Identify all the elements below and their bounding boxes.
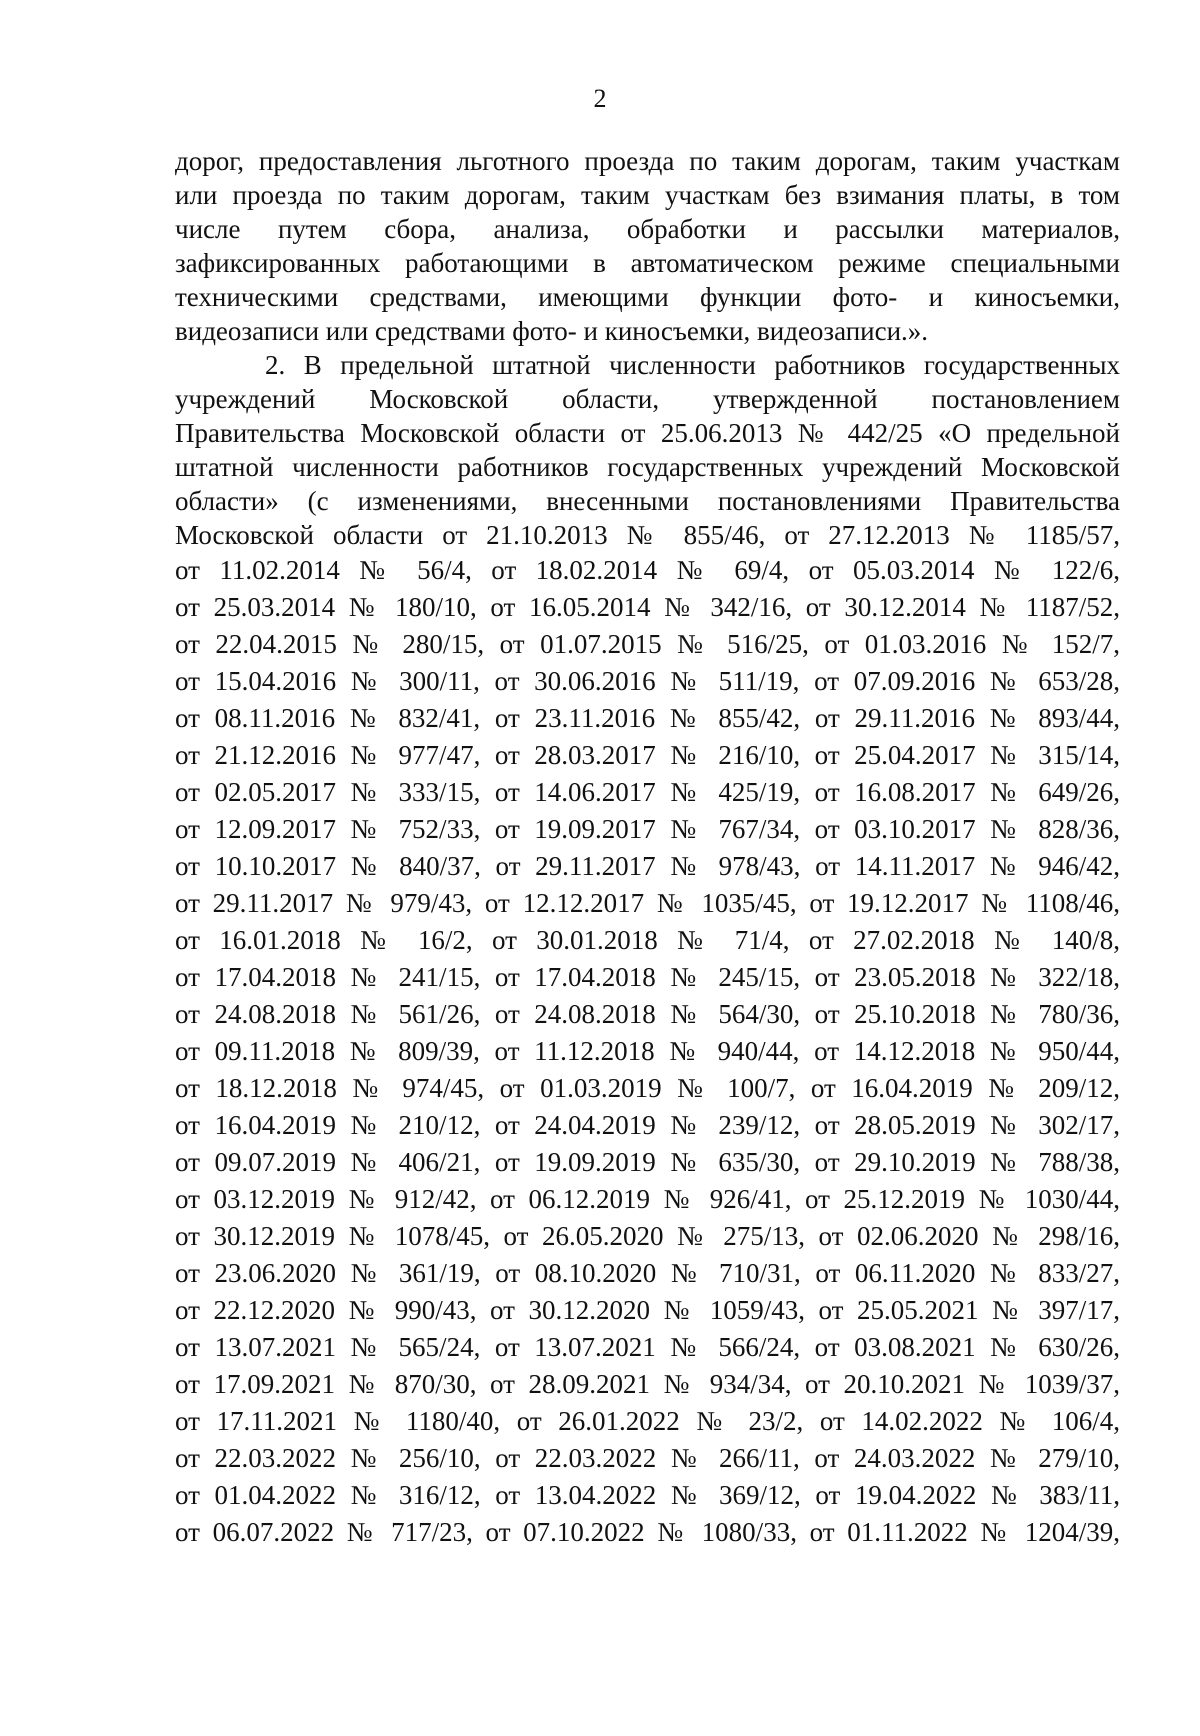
paragraph-2-line: от 30.12.2019 № 1078/45, от 26.05.2020 № 275/13, от 02.06.2020 № 298/16, [175, 1221, 1120, 1251]
paragraph-1-line: зафиксированных работающими в автоматическом режиме специальными [175, 248, 1120, 278]
paragraph-2-line: от 10.10.2017 № 840/37, от 29.11.2017 № 978/43, от 14.11.2017 № 946/42, [175, 851, 1120, 881]
paragraph-2-line: области» (с изменениями, внесенными постановлениями Правительства [175, 486, 1120, 516]
paragraph-2-line: от 15.04.2016 № 300/11, от 30.06.2016 № 511/19, от 07.09.2016 № 653/28, [175, 666, 1120, 696]
paragraph-1-line: видеозаписи или средствами фото- и киносъемки, видеозаписи.». [175, 316, 929, 346]
document-body [175, 144, 1120, 1736]
paragraph-1-line: техническими средствами, имеющими функции фото- и киносъемки, [175, 282, 1120, 312]
paragraph-2-line: от 06.07.2022 № 717/23, от 07.10.2022 № 1080/33, от 01.11.2022 № 1204/39, [175, 1517, 1120, 1547]
paragraph-2-line: от 24.08.2018 № 561/26, от 24.08.2018 № 564/30, от 25.10.2018 № 780/36, [175, 999, 1120, 1029]
page-number: 2 [593, 84, 607, 113]
paragraph-2-line [175, 1551, 1120, 1588]
paragraph-2-line [175, 1699, 1120, 1736]
paragraph-2-line: от 22.03.2022 № 256/10, от 22.03.2022 № 266/11, от 24.03.2022 № 279/10, [175, 1443, 1120, 1473]
paragraph-2-line: Московской области от 21.10.2013 № 855/46, от 27.12.2013 № 1185/57, [175, 520, 1120, 550]
paragraph-2-line: от 16.01.2018 № 16/2, от 30.01.2018 № 71/4, от 27.02.2018 № 140/8, [175, 925, 1120, 955]
paragraph-2-line: от 03.12.2019 № 912/42, от 06.12.2019 № 926/41, от 25.12.2019 № 1030/44, [175, 1184, 1120, 1214]
paragraph-2-line: учреждений Московской области, утвержденной постановлением [175, 384, 1120, 414]
paragraph-2-line: от 08.11.2016 № 832/41, от 23.11.2016 № 855/42, от 29.11.2016 № 893/44, [175, 703, 1120, 733]
paragraph-2-line: от 11.02.2014 № 56/4, от 18.02.2014 № 69/4, от 05.03.2014 № 122/6, [175, 555, 1120, 585]
paragraph-2-line: от 17.11.2021 № 1180/40, от 26.01.2022 № 23/2, от 14.02.2022 № 106/4, [175, 1406, 1120, 1436]
paragraph-2-line: от 22.12.2020 № 990/43, от 30.12.2020 № 1059/43, от 25.05.2021 № 397/17, [175, 1295, 1120, 1325]
paragraph-2-line: штатной численности работников государственных учреждений Московской [175, 452, 1120, 482]
paragraph-2-line: от 23.06.2020 № 361/19, от 08.10.2020 № 710/31, от 06.11.2020 № 833/27, [175, 1258, 1120, 1288]
paragraph-2-line: от 09.07.2019 № 406/21, от 19.09.2019 № 635/30, от 29.10.2019 № 788/38, [175, 1147, 1120, 1177]
paragraph-2-line: от 01.04.2022 № 316/12, от 13.04.2022 № 369/12, от 19.04.2022 № 383/11, [175, 1480, 1120, 1510]
paragraph-2-line [175, 1662, 1120, 1699]
paragraph-2-line: от 13.07.2021 № 565/24, от 13.07.2021 № 566/24, от 03.08.2021 № 630/26, [175, 1332, 1120, 1362]
paragraph-2-line: от 02.05.2017 № 333/15, от 14.06.2017 № 425/19, от 16.08.2017 № 649/26, [175, 777, 1120, 807]
paragraph-2-line: от 12.09.2017 № 752/33, от 19.09.2017 № 767/34, от 03.10.2017 № 828/36, [175, 814, 1120, 844]
paragraph-2-line: от 25.03.2014 № 180/10, от 16.05.2014 № 342/16, от 30.12.2014 № 1187/52, [175, 592, 1120, 622]
paragraph-2-line: от 17.04.2018 № 241/15, от 17.04.2018 № 245/15, от 23.05.2018 № 322/18, [175, 962, 1120, 992]
paragraph-1-line: дорог, предоставления льготного проезда по таким дорогам, таким участкам [175, 146, 1120, 176]
paragraph-2-line: от 09.11.2018 № 809/39, от 11.12.2018 № 940/44, от 14.12.2018 № 950/44, [175, 1036, 1120, 1066]
paragraph-1-line: числе путем сбора, анализа, обработки и рассылки материалов, [175, 214, 1120, 244]
paragraph-2-line: от 21.12.2016 № 977/47, от 28.03.2017 № 216/10, от 25.04.2017 № 315/14, [175, 740, 1120, 770]
paragraph-2-line: от 16.04.2019 № 210/12, от 24.04.2019 № 239/12, от 28.05.2019 № 302/17, [175, 1110, 1120, 1140]
paragraph-2-line: от 17.09.2021 № 870/30, от 28.09.2021 № 934/34, от 20.10.2021 № 1039/37, [175, 1369, 1120, 1399]
paragraph-2-line [175, 1625, 1120, 1662]
paragraph-2-line: от 22.04.2015 № 280/15, от 01.07.2015 № 516/25, от 01.03.2016 № 152/7, [175, 629, 1120, 659]
paragraph-2-line: от 29.11.2017 № 979/43, от 12.12.2017 № 1035/45, от 19.12.2017 № 1108/46, [175, 888, 1120, 918]
paragraph-2-line: Правительства Московской области от 25.06.2013 № 442/25 «О предельной [175, 418, 1120, 448]
paragraph-2-line: 2. В предельной штатной численности работников государственных [265, 350, 1120, 380]
paragraph-1-line: или проезда по таким дорогам, таким участкам без взимания платы, в том [175, 180, 1120, 210]
paragraph-2-line [175, 1588, 1120, 1625]
paragraph-2-line: от 18.12.2018 № 974/45, от 01.03.2019 № 100/7, от 16.04.2019 № 209/12, [175, 1073, 1120, 1103]
